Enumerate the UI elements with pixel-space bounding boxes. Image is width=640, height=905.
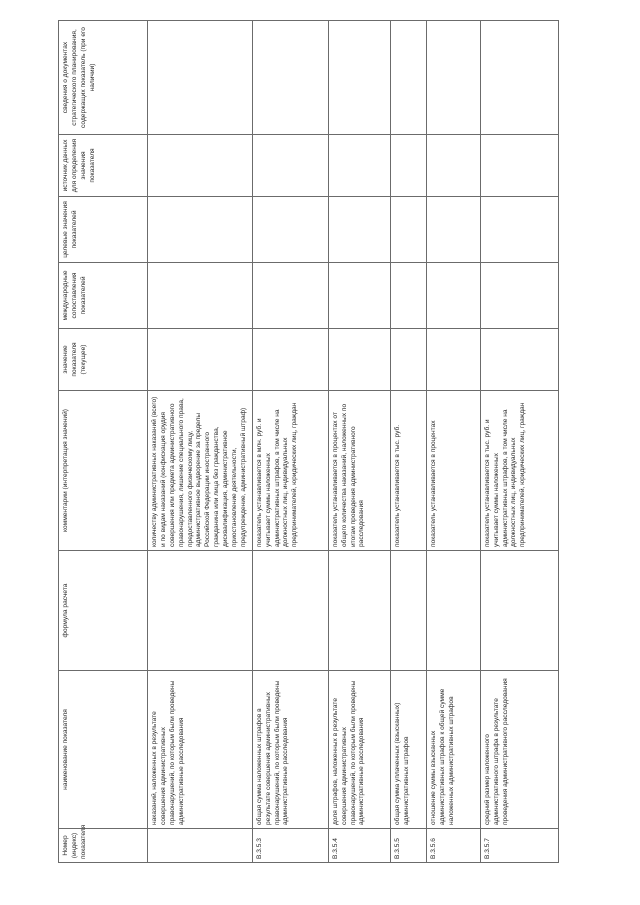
row-docs <box>390 21 426 135</box>
header-name: наименование показателя <box>59 671 148 829</box>
row-comment: показатель устанавливается в тыс. руб. <box>390 391 426 551</box>
row-docs <box>328 21 390 135</box>
row-name: средний размер наложенного административного штрафа в результате проведения административного расследования <box>480 671 558 829</box>
table-row <box>148 21 253 863</box>
row-comment: показатель устанавливается в тыс. руб. и учитывает суммы наложенных административных штрафов, в том числе на должностных лиц, индивидуальных предпринимателей, юридических лиц, граждан <box>480 391 558 551</box>
header-target-values: целевые значения показателей <box>59 197 148 263</box>
row-name: отношение суммы взысканных административных штрафов к общей сумме наложенных административных штрафов <box>426 671 480 829</box>
row-target <box>480 197 558 263</box>
row-source <box>328 135 390 197</box>
row-current-value <box>148 329 253 391</box>
row-formula <box>390 551 426 671</box>
row-target <box>148 197 253 263</box>
row-target <box>328 197 390 263</box>
row-source <box>390 135 426 197</box>
row-name: общая сумма наложенных штрафов в результате совершения административных правонарушений, по которым были проведены административные расследования <box>252 671 328 829</box>
row-international <box>252 263 328 329</box>
row-current-value <box>328 329 390 391</box>
table-row <box>328 21 390 863</box>
row-docs <box>426 21 480 135</box>
row-index: В.3.5.3 <box>252 829 328 863</box>
row-index: В.3.5.5 <box>390 829 426 863</box>
row-comment: показатель устанавливается в млн. руб. и учитывает суммы наложенных административных штрафов, в том числе на должностных лиц, индивидуальных предпринимателей, юридических лиц, граждан <box>252 391 328 551</box>
row-docs <box>148 21 253 135</box>
row-docs <box>252 21 328 135</box>
row-name: наказаний, наложенных в результате совершения административных правонарушений, по которым были проведены административные расследования <box>148 671 253 829</box>
row-source <box>252 135 328 197</box>
indicator-table <box>58 20 559 863</box>
row-formula <box>148 551 253 671</box>
header-comment: комментарии (интерпретация значений) <box>59 391 148 551</box>
row-formula <box>252 551 328 671</box>
header-international: международные сопоставления показателей <box>59 263 148 329</box>
row-formula <box>328 551 390 671</box>
table-row <box>252 21 328 863</box>
row-index: В.3.5.6 <box>426 829 480 863</box>
row-formula <box>480 551 558 671</box>
row-current-value <box>252 329 328 391</box>
header-row <box>59 21 148 863</box>
row-current-value <box>426 329 480 391</box>
header-strategic-docs: сведения о документах стратегического планирования, содержащих показатель (при его наличии) <box>59 21 148 135</box>
row-international <box>390 263 426 329</box>
table-row <box>390 21 426 863</box>
header-index: Номер (индекс) показателя <box>59 829 148 863</box>
row-index: В.3.5.7 <box>480 829 558 863</box>
header-current-value: значение показателя (текущее) <box>59 329 148 391</box>
row-comment: показатель устанавливается в процентах от общего количества наказаний, наложенных по итогам проведения административного расследования <box>328 391 390 551</box>
table-row <box>426 21 480 863</box>
row-formula <box>426 551 480 671</box>
header-data-source: источник данных для определения значения показателя <box>59 135 148 197</box>
row-name: доля штрафов, наложенных в результате совершения административных правонарушений, по которым были проведены административные расследования <box>328 671 390 829</box>
row-international <box>426 263 480 329</box>
table-row <box>480 21 558 863</box>
row-target <box>426 197 480 263</box>
row-docs <box>480 21 558 135</box>
row-index <box>148 829 253 863</box>
row-target <box>390 197 426 263</box>
row-comment: количеству административных наказаний (всего) и по видам наказаний (конфискация орудия совершения или предмета административного правонарушения, лишение специального права, предоставленного физическому лицу, административное выдворение за пределы Российской Федерации иностранного гражданина или лица без гражданства, дисквалификация, административное приостановление деятельности, предупреждение, административный штраф) <box>148 391 253 551</box>
row-source <box>480 135 558 197</box>
row-current-value <box>480 329 558 391</box>
row-index: В.3.5.4 <box>328 829 390 863</box>
row-current-value <box>390 329 426 391</box>
row-comment: показатель устанавливается в процентах <box>426 391 480 551</box>
row-target <box>252 197 328 263</box>
row-source <box>148 135 253 197</box>
row-international <box>328 263 390 329</box>
row-international <box>148 263 253 329</box>
row-international <box>480 263 558 329</box>
header-formula: формула расчета <box>59 551 148 671</box>
row-name: общая сумма уплаченных (взысканных) административных штрафов <box>390 671 426 829</box>
row-source <box>426 135 480 197</box>
